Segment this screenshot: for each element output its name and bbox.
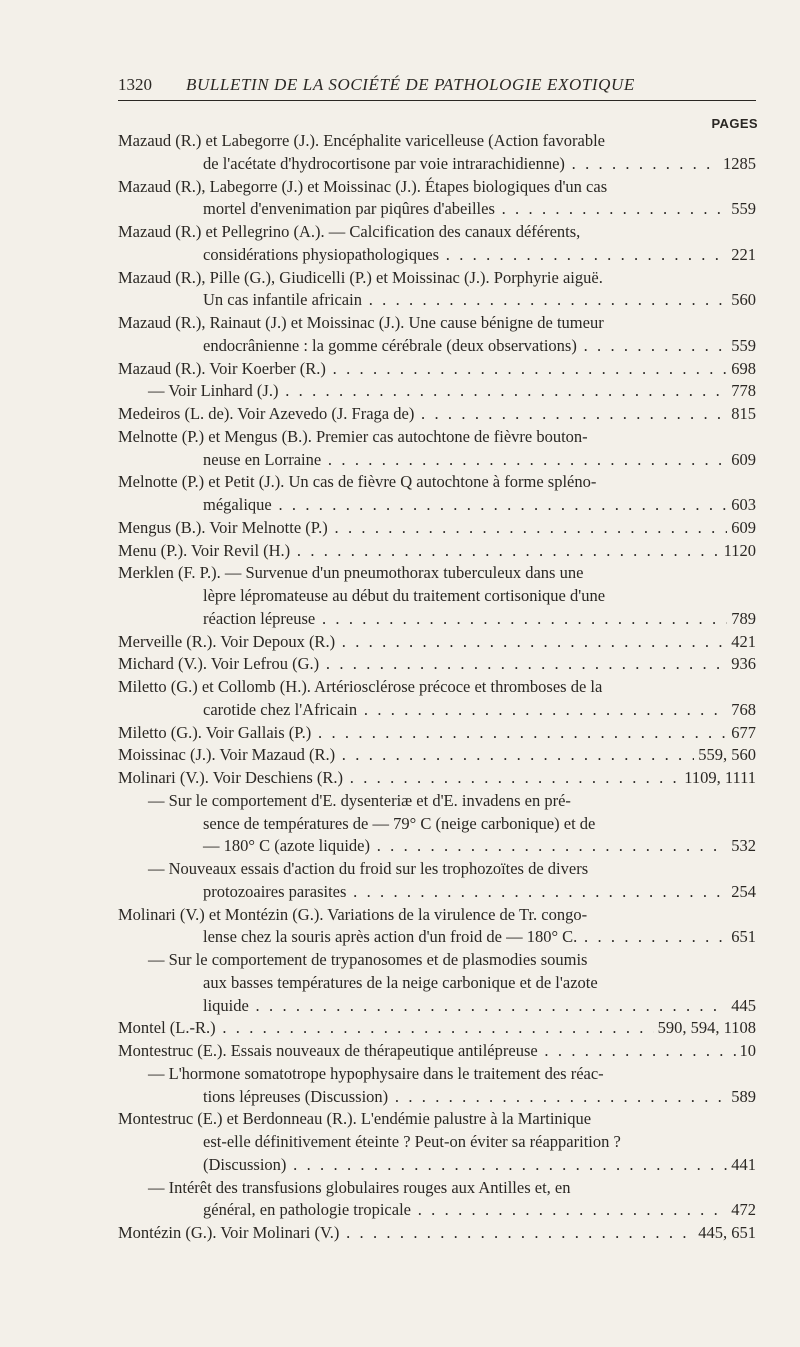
index-line xyxy=(118,949,756,972)
pages-column-label: PAGES xyxy=(711,116,758,131)
index-line xyxy=(118,1131,756,1154)
index-line xyxy=(118,312,756,335)
index-line-text: — Sur le comportement d'E. dysenteriæ et d'E. invadens en pré- xyxy=(148,790,571,810)
index-line xyxy=(118,426,756,449)
index-line xyxy=(118,540,756,563)
page-reference: 560 xyxy=(727,289,756,312)
index-line xyxy=(118,813,756,836)
index-line xyxy=(118,403,756,426)
index-line xyxy=(118,790,756,813)
index-line-text: tions lépreuses (Discussion) . . . xyxy=(203,1087,756,1106)
index-line xyxy=(118,881,756,904)
index-line-text: Mazaud (R.), Pille (G.), Giudicelli (P.) et Moissinac (J.). Porphyrie aiguë. xyxy=(118,267,603,287)
index-line xyxy=(118,1017,756,1040)
page-reference: 609 xyxy=(727,449,756,472)
index-line-text: Melnotte (P.) et Mengus (B.). Premier cas autochtone de fièvre bouton- xyxy=(118,426,588,446)
index-line-text: Merveille (R.). Voir Depoux (R.) . . . xyxy=(118,632,756,651)
index-line-text: — Intérêt des transfusions globulaires rouges aux Antilles et, en xyxy=(148,1177,571,1197)
index-line-text: Mazaud (R.). Voir Koerber (R.) . . . xyxy=(118,359,756,378)
index-line-text: Moissinac (J.). Voir Mazaud (R.) . . . xyxy=(118,745,756,764)
index-line-text: Mazaud (R.), Labegorre (J.) et Moissinac (J.). Étapes biologiques d'un cas xyxy=(118,176,608,196)
page-reference: 221 xyxy=(727,244,756,267)
page-reference: 603 xyxy=(727,494,756,517)
page-reference: 421 xyxy=(727,631,756,654)
page-reference: 936 xyxy=(727,653,756,676)
page-reference: 677 xyxy=(727,722,756,745)
index-line xyxy=(118,221,756,244)
index-line-text: — Voir Linhard (J.) . . . xyxy=(148,381,756,400)
index-line xyxy=(118,449,756,472)
page-reference: 1120 xyxy=(720,540,756,563)
index-line xyxy=(118,1108,756,1131)
index-line xyxy=(118,562,756,585)
index-line-text: Michard (V.). Voir Lefrou (G.) . . . xyxy=(118,654,756,673)
index-line-text: Mazaud (R.) et Labegorre (J.). Encéphalite varicelleuse (Action favorable xyxy=(118,131,605,150)
index-line xyxy=(118,699,756,722)
page-reference: 559, 560 xyxy=(694,744,756,767)
index-line-text: carotide chez l'Africain . . . xyxy=(203,700,756,719)
index-line-text: Melnotte (P.) et Petit (J.). Un cas de fièvre Q autochtone à forme spléno- xyxy=(118,472,597,492)
page-reference: 609 xyxy=(727,517,756,540)
index-line-text: général, en pathologie tropicale . . . xyxy=(203,1200,756,1219)
index-line-text: neuse en Lorraine . . . xyxy=(203,450,756,469)
index-line-text: liquide . . . xyxy=(203,996,756,1015)
page-reference: 10 xyxy=(736,1040,757,1063)
page-reference: 651 xyxy=(727,926,756,949)
header-rule xyxy=(118,100,756,101)
index-line xyxy=(118,858,756,881)
index-line xyxy=(118,995,756,1018)
page-reference: 768 xyxy=(727,699,756,722)
index-line xyxy=(118,585,756,608)
index-line-text: Merklen (F. P.). — Survenue d'un pneumothorax tuberculeux dans une xyxy=(118,563,584,583)
index-line-text: aux basses températures de la neige carbonique et de l'azote xyxy=(203,972,598,992)
index-line xyxy=(118,1086,756,1109)
page-reference: 532 xyxy=(727,835,756,858)
page-reference: 1285 xyxy=(719,153,756,176)
page-reference: 254 xyxy=(727,881,756,904)
running-header xyxy=(118,72,758,98)
index-line-text: — Sur le comportement de trypanosomes et de plasmodies soumis xyxy=(148,950,588,969)
index-line xyxy=(118,335,756,358)
page-reference: 472 xyxy=(727,1199,756,1222)
index-line-text: Montestruc (E.). Essais nouveaux de thérapeutique antilépreuse . . . xyxy=(118,1041,756,1060)
index-line xyxy=(118,1040,756,1063)
index-line-text: considérations physiopathologiques . . . xyxy=(203,245,756,264)
index-line xyxy=(118,289,756,312)
index-line xyxy=(118,608,756,631)
index-line xyxy=(118,631,756,654)
page-reference: 778 xyxy=(727,380,756,403)
index-line-text: protozoaires parasites . . . xyxy=(203,882,756,901)
page-reference: 559 xyxy=(727,198,756,221)
index-line xyxy=(118,153,756,176)
index-line-text: — L'hormone somatotrope hypophysaire dans le traitement des réac- xyxy=(148,1063,604,1083)
index-line xyxy=(118,722,756,745)
index-line xyxy=(118,1063,756,1086)
index-line xyxy=(118,471,756,494)
index-line-text: (Discussion) . . . xyxy=(203,1155,756,1174)
index-line-text: Montézin (G.). Voir Molinari (V.) . . . xyxy=(118,1223,756,1242)
index-line-text: Mengus (B.). Voir Melnotte (P.) . . . xyxy=(118,518,756,537)
page-number: 1320 xyxy=(118,75,152,94)
index-line-text: réaction lépreuse . . . xyxy=(203,609,756,628)
index-line-text: Un cas infantile africain . . . xyxy=(203,290,756,309)
index-line-text: mégalique . . . xyxy=(203,495,756,514)
index-line xyxy=(118,176,756,199)
index-line xyxy=(118,358,756,381)
page-reference: 698 xyxy=(727,358,756,381)
page-reference: 559 xyxy=(727,335,756,358)
index-line xyxy=(118,835,756,858)
page-reference: 815 xyxy=(727,403,756,426)
index-line-text: Montel (L.-R.) . . . xyxy=(118,1018,756,1037)
index-line-text: Mazaud (R.) et Pellegrino (A.). — Calcification des canaux déférents, xyxy=(118,222,581,241)
index-line xyxy=(118,1177,756,1200)
index-line-text: Miletto (G.) et Collomb (H.). Artériosclérose précoce et thromboses de la xyxy=(118,677,603,696)
index-line-text: lèpre lépromateuse au début du traitement cortisonique d'une xyxy=(203,586,606,605)
index-line xyxy=(118,653,756,676)
index-line xyxy=(118,767,756,790)
index-line-text: Montestruc (E.) et Berdonneau (R.). L'endémie palustre à la Martinique xyxy=(118,1109,592,1129)
page-reference: 1109, 1111 xyxy=(680,767,756,790)
index-line-text: endocrânienne : la gomme cérébrale (deux observations) . . . xyxy=(203,336,756,355)
index-line xyxy=(118,380,756,403)
index-line-text: Molinari (V.). Voir Deschiens (R.) . . . xyxy=(118,768,756,787)
index-line-text: Medeiros (L. de). Voir Azevedo (J. Fraga de) . . . xyxy=(118,404,756,423)
index-line xyxy=(118,267,756,290)
index-line-text: Mazaud (R.), Rainaut (J.) et Moissinac (J.). Une cause bénigne de tumeur xyxy=(118,313,604,332)
page-reference: 445, 651 xyxy=(694,1222,756,1245)
index-line-text: — Nouveaux essais d'action du froid sur les trophozoïtes de divers xyxy=(148,859,589,878)
index-line xyxy=(118,198,756,221)
index-entries xyxy=(118,130,756,1245)
index-line xyxy=(118,744,756,767)
page-reference: 590, 594, 1108 xyxy=(654,1017,756,1040)
page-reference: 589 xyxy=(727,1086,756,1109)
index-line xyxy=(118,517,756,540)
index-line-text: sence de températures de — 79° C (neige carbonique) et de xyxy=(203,813,596,833)
index-line-text: mortel d'envenimation par piqûres d'abeilles . . . xyxy=(203,199,756,218)
page-reference: 789 xyxy=(727,608,756,631)
index-line-text: est-elle définitivement éteinte ? Peut-on éviter sa réapparition ? xyxy=(203,1132,621,1151)
page-reference: 441 xyxy=(727,1154,756,1177)
index-line xyxy=(118,1199,756,1222)
journal-title: BULLETIN DE LA SOCIÉTÉ DE PATHOLOGIE EXOTIQUE xyxy=(186,75,635,94)
index-line xyxy=(118,1154,756,1177)
index-line-text: lense chez la souris après action d'un froid de — 180° C. . . . xyxy=(203,927,756,946)
index-line xyxy=(118,130,756,153)
index-line-text: Menu (P.). Voir Revil (H.) . . . xyxy=(118,541,756,560)
index-line xyxy=(118,1222,756,1245)
index-line-text: Molinari (V.) et Montézin (G.). Variations de la virulence de Tr. congo- xyxy=(118,904,588,924)
index-line xyxy=(118,494,756,517)
index-line-text: — 180° C (azote liquide) . . . xyxy=(203,836,756,855)
index-line xyxy=(118,904,756,927)
index-line xyxy=(118,926,756,949)
index-line xyxy=(118,244,756,267)
index-line-text: Miletto (G.). Voir Gallais (P.) . . . xyxy=(118,723,756,742)
page-reference: 445 xyxy=(727,995,756,1018)
index-line xyxy=(118,676,756,699)
index-line-text: de l'acétate d'hydrocortisone par voie intrarachidienne) . . . xyxy=(203,154,756,173)
index-line xyxy=(118,972,756,995)
